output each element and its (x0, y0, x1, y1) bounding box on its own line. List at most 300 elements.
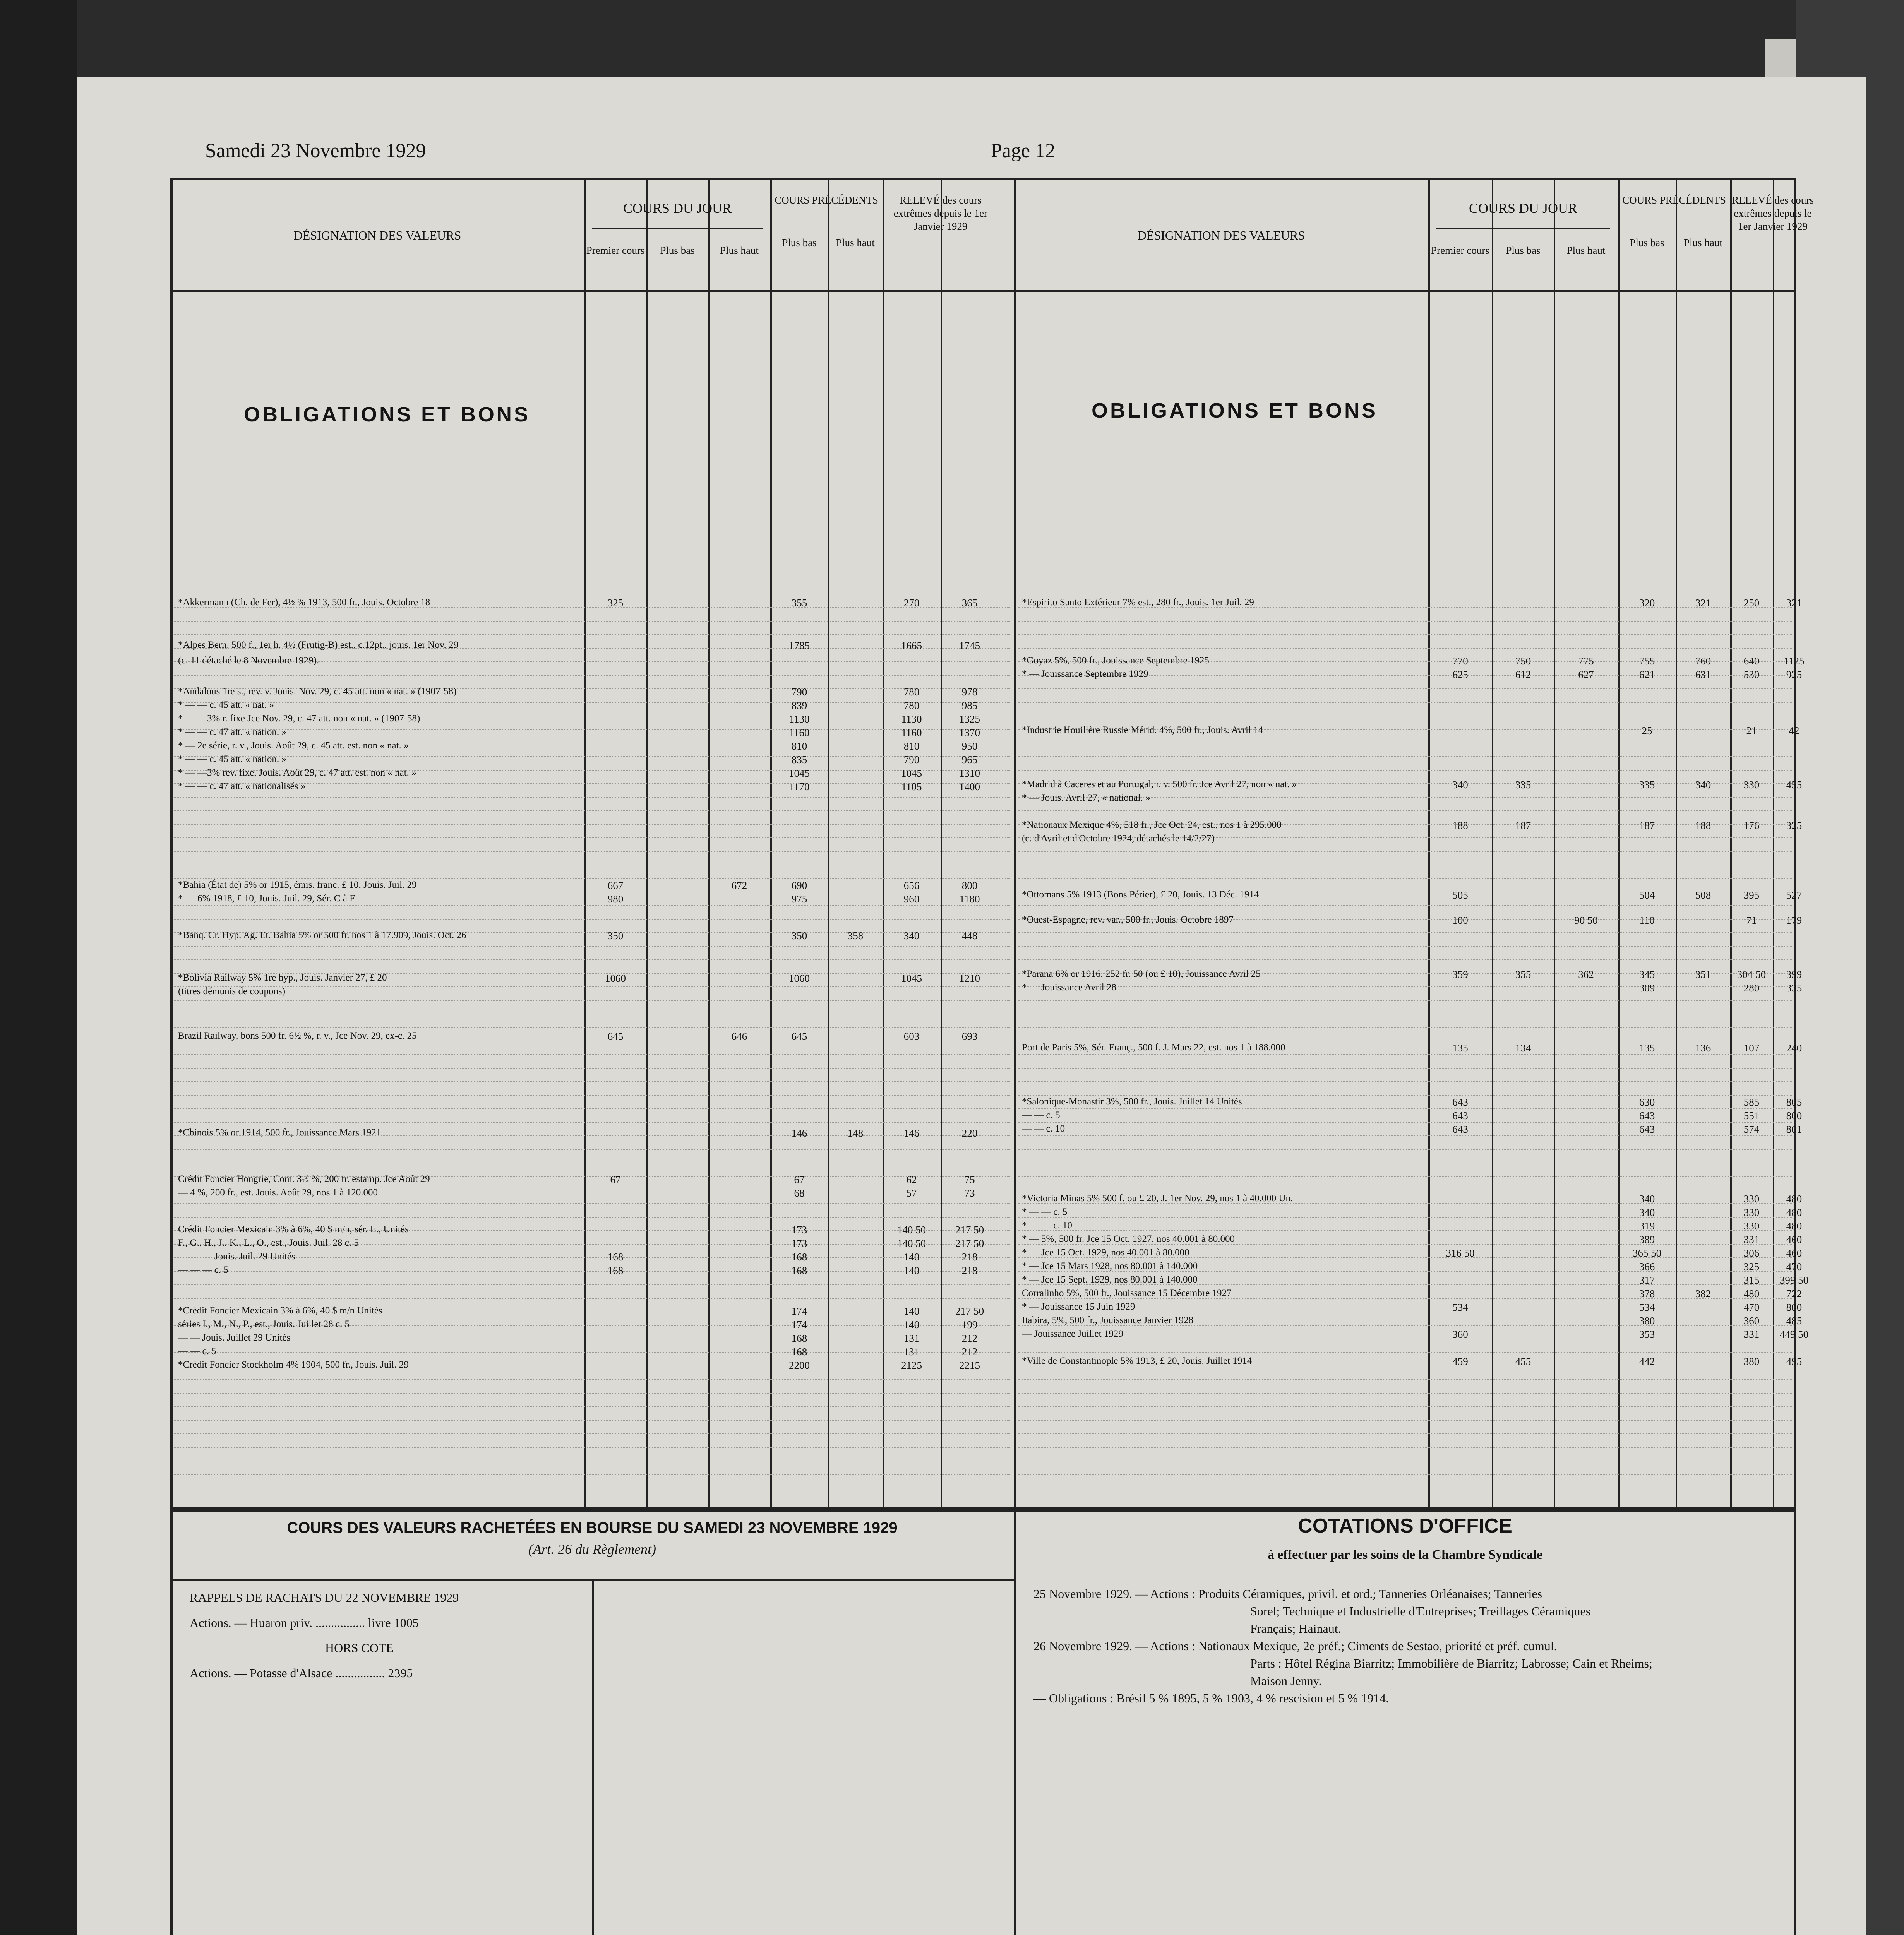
quote-row-label: * — — c. 45 att. « nat. » (178, 700, 274, 710)
quote-value: 188 (1452, 820, 1468, 831)
quote-value: 321 (1695, 597, 1711, 609)
quote-value: 755 (1639, 655, 1655, 667)
quote-value: 212 (961, 1332, 978, 1344)
column-subheader: Plus bas (660, 245, 695, 256)
quote-value: 331 (1743, 1234, 1760, 1245)
quote-value: 330 (1743, 1193, 1760, 1205)
quote-value: 985 (961, 700, 978, 711)
quote-value: 148 (847, 1127, 864, 1139)
quote-value: 1130 (789, 713, 810, 725)
quote-value: 355 (791, 597, 807, 609)
row-guide (1018, 851, 1792, 852)
quote-value: 1310 (959, 767, 980, 779)
quote-row-label: *Chinois 5% or 1914, 500 fr., Jouissance Mars 1921 (178, 1127, 381, 1138)
row-guide (174, 1474, 1010, 1475)
row-guide (174, 797, 1010, 798)
quote-value: 319 (1639, 1220, 1655, 1232)
quote-value: 67 (794, 1174, 805, 1185)
quote-value: 25 (1642, 725, 1652, 736)
quote-value: 1060 (789, 973, 810, 984)
quote-row-label: *Crédit Foncier Mexicain 3% à 6%, 40 $ m/n Unités (178, 1305, 382, 1316)
quote-value: 643 (1452, 1110, 1468, 1122)
quote-value: 770 (1452, 655, 1468, 667)
header-subrule (592, 228, 763, 229)
quote-row-label: *Espirito Santo Extérieur 7% est., 280 fr., Jouis. 1er Juil. 29 (1022, 597, 1254, 608)
quote-value: 643 (1639, 1123, 1655, 1135)
column-subheader: Plus haut (720, 245, 759, 256)
quote-value: 643 (1452, 1123, 1468, 1135)
quote-row-label: *Ville de Constantinople 5% 1913, £ 20, Jouis. Juillet 1914 (1022, 1356, 1252, 1366)
quote-value: 168 (791, 1265, 807, 1276)
quote-value: 330 (1743, 1207, 1760, 1218)
quote-value: 800 (1786, 1110, 1802, 1122)
quote-value: 1210 (959, 973, 980, 984)
column-header-designation: DÉSIGNATION DES VALEURS (293, 228, 461, 242)
quote-value: 320 (1639, 597, 1655, 609)
quote-value: 790 (791, 686, 807, 698)
quote-value: 335 (1639, 779, 1655, 791)
quote-row-label: * — 2e série, r. v., Jouis. Août 29, c. 45 att. est. non « nat. » (178, 740, 409, 751)
quote-value: 75 (964, 1174, 975, 1185)
row-guide (1018, 932, 1792, 933)
quote-row-label: *Bolivia Railway 5% 1re hyp., Jouis. Janvier 27, £ 20 (178, 973, 387, 983)
quote-value: 1130 (901, 713, 922, 725)
row-guide (174, 1420, 1010, 1421)
quote-value: 173 (791, 1224, 807, 1236)
quote-value: 1665 (901, 640, 922, 651)
quote-value: 690 (791, 880, 807, 891)
quote-value: 140 50 (897, 1238, 926, 1249)
quote-value: 21 (1746, 725, 1757, 736)
quote-value: 57 (906, 1187, 917, 1199)
quote-value: 1180 (959, 893, 980, 905)
row-guide (1018, 1393, 1792, 1394)
row-guide (174, 1284, 1010, 1285)
quote-value: 485 (1786, 1315, 1802, 1327)
quote-value: 366 (1639, 1261, 1655, 1272)
quote-row-label: Crédit Foncier Hongrie, Com. 3½ %, 200 fr. estamp. Jce Août 29 (178, 1174, 430, 1184)
quote-value: 168 (791, 1251, 807, 1263)
quote-value: 380 (1639, 1315, 1655, 1327)
quote-value: 780 (903, 700, 920, 711)
quote-value: 530 (1743, 669, 1760, 680)
quote-value: 67 (610, 1174, 621, 1185)
quote-value: 504 (1639, 889, 1655, 901)
quote-value: 321 (1786, 597, 1802, 609)
row-guide (1018, 810, 1792, 811)
quote-row-label: *Akkermann (Ch. de Fer), 4½ % 1913, 500 fr., Jouis. Octobre 18 (178, 597, 430, 608)
quote-row-label: * — — c. 47 att. « nationalisés » (178, 781, 306, 791)
quote-value: 317 (1639, 1274, 1655, 1286)
quote-value: 340 (1695, 779, 1711, 791)
quote-value: 612 (1515, 669, 1531, 680)
quote-row-label: *Madrid à Caceres et au Portugal, r. v. 500 fr. Jce Avril 27, non « nat. » (1022, 779, 1297, 789)
row-guide (1018, 878, 1792, 879)
row-guide (174, 1203, 1010, 1204)
quote-value: 630 (1639, 1096, 1655, 1108)
middle-band (170, 1509, 1796, 1935)
quote-value: 399 50 (1779, 1274, 1809, 1286)
quote-row-label: * — Jouissance Avril 28 (1022, 982, 1116, 993)
column-subheader: Plus haut (836, 237, 875, 248)
quote-value: 217 50 (955, 1305, 984, 1317)
quote-value: 800 (961, 880, 978, 891)
quote-row-label: *Victoria Minas 5% 500 f. ou £ 20, J. 1er Nov. 29, nos 1 à 40.000 Un. (1022, 1193, 1293, 1204)
column-header-designation: DÉSIGNATION DES VALEURS (1137, 228, 1305, 242)
row-guide (1018, 1068, 1792, 1069)
row-guide (1018, 1352, 1792, 1353)
quote-value: 382 (1695, 1288, 1711, 1300)
quote-value: 1170 (789, 781, 810, 793)
quote-value: 1370 (959, 727, 980, 738)
quote-value: 645 (607, 1031, 624, 1042)
row-guide (174, 824, 1010, 825)
quote-value: 174 (791, 1305, 807, 1317)
quote-value: 455 (1786, 779, 1802, 791)
row-guide (1018, 1081, 1792, 1082)
quote-value: 1045 (901, 973, 922, 984)
quote-row-label: * — Jouissance Septembre 1929 (1022, 669, 1148, 679)
column-header-releve: RELEVÉ des cours extrêmes depuis le 1er Janvier 1929 (1732, 194, 1814, 232)
quote-value: 790 (903, 754, 920, 765)
column-rule (1554, 178, 1555, 1509)
quote-value: 136 (1695, 1042, 1711, 1054)
quote-value: 980 (607, 893, 624, 905)
quote-value: 110 (1639, 914, 1655, 926)
row-guide (174, 1081, 1010, 1082)
quote-row-label: * — — c. 47 att. « nation. » (178, 727, 286, 737)
quote-row-label: (c. d'Avril et d'Octobre 1924, détachés le 14/2/27) (1022, 833, 1215, 844)
cotation-line: Maison Jenny. (1250, 1674, 1322, 1688)
quote-value: 1105 (901, 781, 922, 793)
row-guide (174, 1000, 1010, 1001)
row-guide (1018, 770, 1792, 771)
quote-value: 351 (1695, 969, 1711, 980)
quote-row-label: *Parana 6% or 1916, 252 fr. 50 (ou £ 10), Jouissance Avril 25 (1022, 969, 1261, 979)
quote-value: 480 (1786, 1220, 1802, 1232)
row-guide (1018, 1135, 1792, 1136)
row-guide (1018, 1000, 1792, 1001)
rachetees-line-1: Actions. — Huaron priv. ................ livre 1005 (190, 1616, 419, 1630)
quote-value: 960 (903, 893, 920, 905)
quote-value: 810 (791, 740, 807, 752)
quote-value: 585 (1743, 1096, 1760, 1108)
quote-row-label: *Crédit Foncier Stockholm 4% 1904, 500 fr., Jouis. Juil. 29 (178, 1360, 409, 1370)
quote-value: 168 (607, 1251, 624, 1263)
quote-row-label: *Industrie Houillère Russie Mérid. 4%, 500 fr., Jouis. Avril 14 (1022, 725, 1263, 735)
quote-value: 173 (791, 1238, 807, 1249)
quote-value: 134 (1515, 1042, 1531, 1054)
quote-row-label: — — c. 5 (178, 1346, 216, 1356)
quote-value: 534 (1452, 1301, 1468, 1313)
row-guide (174, 634, 1010, 635)
quote-value: 625 (1452, 669, 1468, 680)
column-header-cours-precedents: COURS PRÉCÉDENTS (775, 194, 878, 206)
page-number: Page 12 (991, 140, 1056, 162)
row-guide (1018, 1406, 1792, 1407)
quote-value: 460 (1786, 1234, 1802, 1245)
column-header-cours-jour: COURS DU JOUR (1469, 200, 1578, 216)
quote-value: 62 (906, 1174, 917, 1185)
cotation-line: Parts : Hôtel Régina Biarritz; Immobilière de Biarritz; Labrosse; Cain et Rheims; (1250, 1656, 1652, 1670)
quote-value: 505 (1452, 889, 1468, 901)
row-guide (1018, 1027, 1792, 1028)
quote-row-label: séries I., M., N., P., est., Jouis. Juillet 28 c. 5 (178, 1319, 350, 1329)
quote-value: 527 (1786, 889, 1802, 901)
row-guide (174, 1379, 1010, 1380)
right-section-title: OBLIGATIONS ET BONS (1092, 399, 1378, 422)
quote-value: 187 (1639, 820, 1655, 831)
quote-value: 631 (1695, 669, 1711, 680)
quote-value: 627 (1578, 669, 1594, 680)
quote-value: 340 (1639, 1193, 1655, 1205)
quote-value: 978 (961, 686, 978, 698)
quote-value: 42 (1789, 725, 1799, 736)
quote-row-label: — Jouissance Juillet 1929 (1022, 1329, 1123, 1339)
row-guide (1018, 1447, 1792, 1448)
quote-value: 90 50 (1574, 914, 1598, 926)
column-header-cours-precedents: COURS PRÉCÉDENTS (1622, 194, 1726, 206)
column-rule (1676, 178, 1677, 1509)
row-guide (174, 810, 1010, 811)
quote-row-label: * — Jouissance 15 Juin 1929 (1022, 1301, 1135, 1312)
quote-value: 220 (961, 1127, 978, 1139)
quote-value: 340 (1639, 1207, 1655, 1218)
quote-value: 389 (1639, 1234, 1655, 1245)
quote-value: 140 (903, 1265, 920, 1276)
quote-value: 365 (961, 597, 978, 609)
quote-value: 480 (1786, 1207, 1802, 1218)
quote-value: 362 (1578, 969, 1594, 980)
rachetees-rappels: RAPPELS DE RACHATS DU 22 NOVEMBRE 1929 (190, 1591, 459, 1605)
row-guide (174, 919, 1010, 920)
quote-value: 304 50 (1737, 969, 1766, 980)
quote-value: 71 (1746, 914, 1757, 926)
quote-value: 1785 (789, 640, 810, 651)
hors-cote-label: HORS COTE (325, 1641, 394, 1655)
row-guide (1018, 1379, 1792, 1380)
quote-row-label: *Bahia (État de) 5% or 1915, émis. franc. £ 10, Jouis. Juil. 29 (178, 880, 417, 890)
quote-value: 217 50 (955, 1224, 984, 1236)
quote-value: 672 (731, 880, 747, 891)
quote-row-label: * — —3% r. fixe Jce Nov. 29, c. 47 att. non « nat. » (1907-58) (178, 713, 420, 724)
quote-value: 1325 (959, 713, 980, 725)
quote-value: 309 (1639, 982, 1655, 994)
column-header-cours-jour: COURS DU JOUR (623, 200, 732, 216)
quote-value: 460 (1786, 1247, 1802, 1259)
row-guide (174, 1095, 1010, 1096)
quote-value: 270 (903, 597, 920, 609)
quote-row-label: Crédit Foncier Mexicain 3% à 6%, 40 $ m/n, sér. E., Unités (178, 1224, 409, 1235)
quote-value: 280 (1743, 982, 1760, 994)
quote-value: 1400 (959, 781, 980, 793)
quote-value: 399 (1786, 969, 1802, 980)
row-guide (174, 1298, 1010, 1299)
row-guide (1018, 905, 1792, 906)
cotation-line: — Obligations : Brésil 5 % 1895, 5 % 1903, 4 % rescision et 5 % 1914. (1033, 1691, 1389, 1705)
quote-value: 551 (1743, 1110, 1760, 1122)
quote-value: 2125 (901, 1360, 922, 1371)
column-subheader: Plus haut (1566, 245, 1606, 256)
quote-value: 335 (1786, 982, 1802, 994)
quote-value: 534 (1639, 1301, 1655, 1313)
quote-value: 480 (1743, 1288, 1760, 1300)
quote-value: 131 (903, 1332, 920, 1344)
quote-row-label: — — c. 10 (1022, 1123, 1065, 1134)
quote-value: 168 (791, 1332, 807, 1344)
quote-row-label: Itabira, 5%, 500 fr., Jouissance Janvier 1928 (1022, 1315, 1193, 1325)
quote-value: 218 (961, 1265, 978, 1276)
quote-row-label: *Ouest-Espagne, rev. var., 500 fr., Jouis. Octobre 1897 (1022, 914, 1234, 925)
quote-value: 760 (1695, 655, 1711, 667)
row-guide (1018, 688, 1792, 689)
quote-value: 218 (961, 1251, 978, 1263)
quote-value: 358 (847, 930, 864, 942)
row-guide (1018, 702, 1792, 703)
quote-value: 140 (903, 1251, 920, 1263)
quote-value: 574 (1743, 1123, 1760, 1135)
quote-value: 68 (794, 1187, 805, 1199)
quote-value: 140 50 (897, 1224, 926, 1236)
quote-value: 1745 (959, 640, 980, 651)
quote-value: 325 (1786, 820, 1802, 831)
quote-row-label: *Alpes Bern. 500 f., 1er h. 4½ (Frutig-B) est., c.12pt., jouis. 1er Nov. 29 (178, 640, 458, 650)
quote-value: 360 (1743, 1315, 1760, 1327)
row-guide (1018, 1420, 1792, 1421)
quote-value: 179 (1786, 914, 1802, 926)
row-guide (174, 1108, 1010, 1109)
quote-value: 131 (903, 1346, 920, 1358)
quote-value: 240 (1786, 1042, 1802, 1054)
quote-row-label: * — 6% 1918, £ 10, Jouis. Juil. 29, Sér. C à F (178, 893, 355, 904)
cotation-line: Français; Hainaut. (1250, 1622, 1341, 1635)
quote-value: 395 (1743, 889, 1760, 901)
quote-value: 353 (1639, 1329, 1655, 1340)
row-guide (174, 675, 1010, 676)
rachetees-title: COURS DES VALEURS RACHETÉES EN BOURSE DU SAMEDI 23 NOVEMBRE 1929 (287, 1519, 898, 1536)
quote-value: 693 (961, 1031, 978, 1042)
row-guide (174, 1054, 1010, 1055)
quote-value: 315 (1743, 1274, 1760, 1286)
quote-row-label: *Andalous 1re s., rev. v. Jouis. Nov. 29, c. 45 att. non « nat. » (1907-58) (178, 686, 457, 697)
quote-value: 835 (791, 754, 807, 765)
quote-value: 135 (1452, 1042, 1468, 1054)
quote-value: 470 (1743, 1301, 1760, 1313)
quote-value: 2215 (959, 1360, 980, 1371)
left-section-title: OBLIGATIONS ET BONS (244, 403, 531, 426)
quote-value: 330 (1743, 779, 1760, 791)
quote-row-label: * — — c. 45 att. « nation. » (178, 754, 286, 764)
quote-value: 455 (1515, 1356, 1531, 1367)
quote-value: 2200 (789, 1360, 810, 1371)
quote-row-label: Port de Paris 5%, Sér. Franç., 500 f. J. Mars 22, est. nos 1 à 188.000 (1022, 1042, 1285, 1053)
quote-value: 135 (1639, 1042, 1655, 1054)
quote-value: 621 (1639, 669, 1655, 680)
column-rule (1492, 178, 1493, 1509)
quote-value: 1125 (1784, 655, 1805, 667)
row-guide (174, 1122, 1010, 1123)
quote-value: 646 (731, 1031, 747, 1042)
column-subheader: Plus haut (1684, 237, 1722, 248)
row-guide (174, 1406, 1010, 1407)
quote-value: 355 (1515, 969, 1531, 980)
column-subheader: Plus bas (782, 237, 817, 248)
cotation-line: Sorel; Technique et Industrielle d'Entreprises; Treillages Céramiques (1250, 1604, 1591, 1618)
right-table (1014, 178, 1814, 1509)
row-guide (174, 1433, 1010, 1434)
row-guide (174, 837, 1010, 838)
quote-value: 603 (903, 1031, 920, 1042)
column-subheader: Plus bas (1506, 245, 1541, 256)
scan-left-border (0, 0, 77, 1935)
quote-value: 640 (1743, 655, 1760, 667)
column-subheader: Premier cours (586, 245, 645, 256)
quote-value: 1045 (901, 767, 922, 779)
quote-value: 667 (607, 880, 624, 891)
cotation-line: 25 Novembre 1929. — Actions : Produits Céramiques, privil. et ord.; Tanneries Orléanaises; Tanneries (1033, 1587, 1542, 1601)
quote-value: 325 (607, 597, 624, 609)
quote-value: 73 (964, 1187, 975, 1199)
quote-value: 335 (1515, 779, 1531, 791)
cotations-subtitle: à effectuer par les soins de la Chambre Syndicale (1267, 1548, 1543, 1562)
rachetees-line-2: Actions. — Potasse d'Alsace ................ 2395 (190, 1666, 413, 1680)
quote-value: 168 (791, 1346, 807, 1358)
row-guide (174, 959, 1010, 960)
newspaper-page (77, 77, 1866, 1935)
quote-value: 250 (1743, 597, 1760, 609)
row-guide (174, 1068, 1010, 1069)
column-subheader: Plus bas (1630, 237, 1664, 248)
quote-value: 146 (903, 1127, 920, 1139)
quote-row-label: — 4 %, 200 fr., est. Jouis. Août 29, nos 1 à 120.000 (178, 1187, 378, 1198)
quote-value: 643 (1639, 1110, 1655, 1122)
row-guide (174, 851, 1010, 852)
quote-value: 330 (1743, 1220, 1760, 1232)
quote-row-label: * — 5%, 500 fr. Jce 15 Oct. 1927, nos 40.001 à 80.000 (1022, 1234, 1235, 1244)
quote-row-label: *Nationaux Mexique 4%, 518 fr., Jce Oct. 24, est., nos 1 à 295.000 (1022, 820, 1282, 830)
middle-divider (1014, 1509, 1016, 1935)
quote-value: 645 (791, 1031, 807, 1042)
quote-value: 449 50 (1779, 1329, 1809, 1340)
quote-value: 176 (1743, 820, 1760, 831)
quote-row-label: (c. 11 détaché le 8 Novembre 1929). (178, 655, 319, 666)
row-guide (1018, 621, 1792, 622)
quote-row-label: * — Jce 15 Mars 1928, nos 80.001 à 140.000 (1022, 1261, 1198, 1271)
row-guide (1018, 959, 1792, 960)
quote-value: 442 (1639, 1356, 1655, 1367)
quote-value: 212 (961, 1346, 978, 1358)
row-guide (1018, 634, 1792, 635)
quote-value: 1060 (605, 973, 626, 984)
row-guide (1018, 1433, 1792, 1434)
quote-value: 470 (1786, 1261, 1802, 1272)
column-rule (646, 178, 648, 1509)
quote-value: 174 (791, 1319, 807, 1331)
quote-row-label: F., G., H., J., K., L., O., est., Jouis. Juil. 28 c. 5 (178, 1238, 359, 1248)
row-guide (174, 621, 1010, 622)
column-rule (708, 178, 710, 1509)
quote-value: 1045 (789, 767, 810, 779)
quote-value: 495 (1786, 1356, 1802, 1367)
row-guide (1018, 1149, 1792, 1150)
rachetees-divider (592, 1579, 594, 1935)
quote-value: 810 (903, 740, 920, 752)
row-guide (1018, 756, 1792, 757)
row-guide (174, 1027, 1010, 1028)
quote-value: 965 (961, 754, 978, 765)
column-header-releve: RELEVÉ des cours extrêmes depuis le 1er Janvier 1929 (893, 194, 988, 232)
row-guide (1018, 1176, 1792, 1177)
